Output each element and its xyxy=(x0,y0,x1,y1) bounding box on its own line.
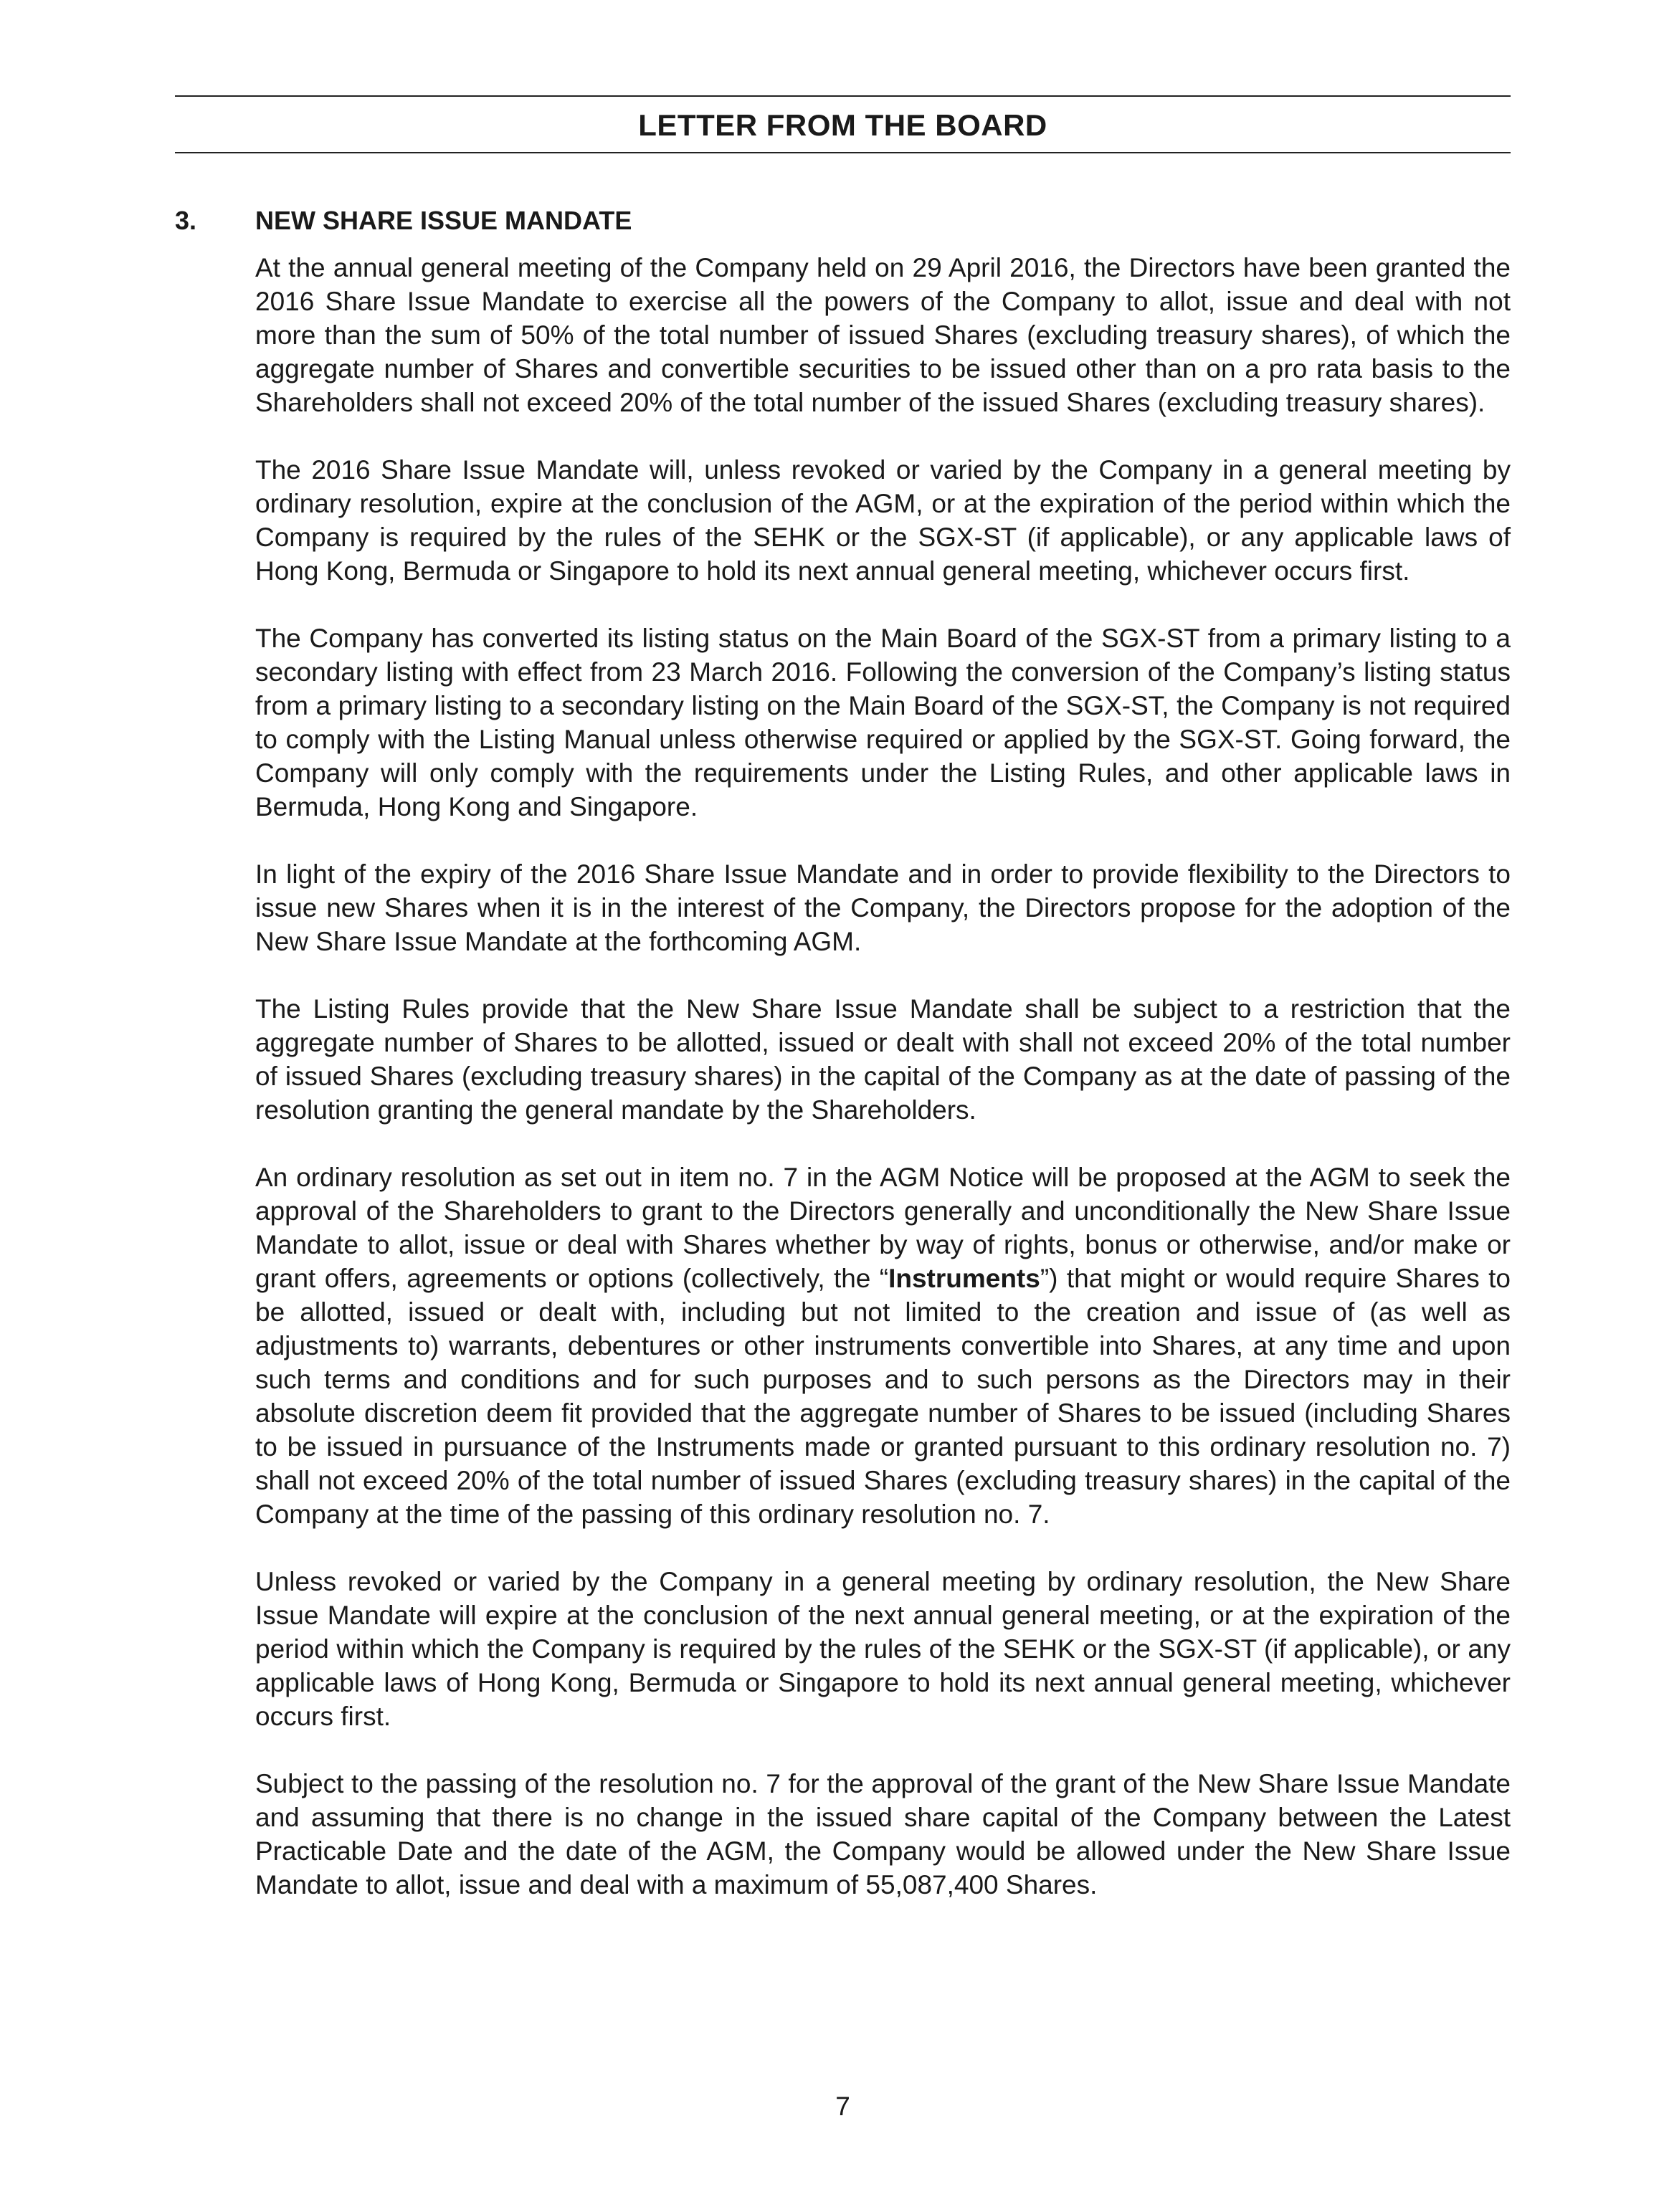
paragraph-2016-mandate-expiry: The 2016 Share Issue Mandate will, unless revoked or varied by the Company in a general meeting by ordinary resolution, expire at the conclusion of the AGM, or at the expiration of the period within which the Company is required by the rules of the SEHK or the SGX-ST (if applicable), or any applicable laws of Hong Kong, Bermuda or Singapore to hold its next annual general meeting, whichever occurs first. xyxy=(255,455,1511,586)
header-bottom-rule xyxy=(175,152,1511,153)
section-body xyxy=(255,251,1511,1935)
paragraph-proposal: In light of the expiry of the 2016 Share Issue Mandate and in order to provide flexibility to the Directors to issue new Shares when it is in the interest of the Company, the Directors propose for the adoption of the New Share Issue Mandate at the forthcoming AGM. xyxy=(255,859,1511,956)
paragraph-listing-rules-restriction: The Listing Rules provide that the New Share Issue Mandate shall be subject to a restriction that the aggregate number of Shares to be allotted, issued or dealt with shall not exceed 20% of the total number of issued Shares (excluding treasury shares) in the capital of the Company as at the date of passing of the resolution granting the general mandate by the Shareholders. xyxy=(255,994,1511,1125)
paragraph-listing-status: The Company has converted its listing status on the Main Board of the SGX-ST from a primary listing to a secondary listing with effect from 23 March 2016. Following the conversion of the Company’s listing status from a primary listing to a secondary listing on the Main Board of the SGX-ST, the Company is not required to comply with the Listing Manual unless otherwise required or applied by the SGX-ST. Going forward, the Company will only comply with the requirements under the Listing Rules, and other applicable laws in Bermuda, Hong Kong and Singapore. xyxy=(255,624,1511,821)
defined-term-instruments: Instruments xyxy=(888,1264,1040,1293)
section-title: NEW SHARE ISSUE MANDATE xyxy=(255,206,632,235)
paragraph-ordinary-resolution-lead: An ordinary resolution as set out in item no. 7 in the AGM Notice will be proposed at the AGM to seek the approval of the Shareholders to grant to the Directors generally and unconditionally the New Share Issue Mandate to allot, issue or deal with Shares whether by way of rights, bonus or otherwise, and/or make or grant offers, agreements or options (collectively, the “ xyxy=(255,1163,1511,1293)
paragraph-2016-mandate-grant: At the annual general meeting of the Company held on 29 April 2016, the Directors have been granted the 2016 Share Issue Mandate to exercise all the powers of the Company to allot, issue and deal with not more than the sum of 50% of the total number of issued Shares (excluding treasury shares), of which the aggregate number of Shares and convertible securities to be issued other than on a pro rata basis to the Shareholders shall not exceed 20% of the total number of the issued Shares (excluding treasury shares). xyxy=(255,253,1511,417)
page-header-title: LETTER FROM THE BOARD xyxy=(638,108,1047,142)
paragraph-new-mandate-expiry: Unless revoked or varied by the Company in a general meeting by ordinary resolution, the New Share Issue Mandate will expire at the conclusion of the next annual general meeting, or at the expiration of the period within which the Company is required by the rules of the SEHK or the SGX-ST (if applicable), or any applicable laws of Hong Kong, Bermuda or Singapore to hold its next annual general meeting, whichever occurs first. xyxy=(255,1567,1511,1731)
header-top-rule xyxy=(175,95,1511,97)
paragraph-maximum-shares: Subject to the passing of the resolution no. 7 for the approval of the grant of the New Share Issue Mandate and assuming that there is no change in the issued share capital of the Company between the Latest Practicable Date and the date of the AGM, the Company would be allowed under the New Share Issue Mandate to allot, issue and deal with a maximum of 55,087,400 Shares. xyxy=(255,1769,1511,1899)
paragraph-ordinary-resolution-rest: ”) that might or would require Shares to be allotted, issued or dealt with, including but not limited to the creation and issue of (as well as adjustments to) warrants, debentures or other instruments convertible into Shares, at any time and upon such terms and conditions and for such purposes and to such persons as the Directors may in their absolute discretion deem fit provided that the aggregate number of Shares to be issued (including Shares to be issued in pursuance of the Instruments made or granted pursuant to this ordinary resolution no. 7) shall not exceed 20% of the total number of issued Shares (excluding treasury shares) in the capital of the Company at the time of the passing of this ordinary resolution no. 7. xyxy=(255,1264,1511,1529)
page-number: 7 xyxy=(835,2092,850,2121)
section-number: 3. xyxy=(175,206,197,235)
paragraph-ordinary-resolution xyxy=(255,1160,1511,1531)
